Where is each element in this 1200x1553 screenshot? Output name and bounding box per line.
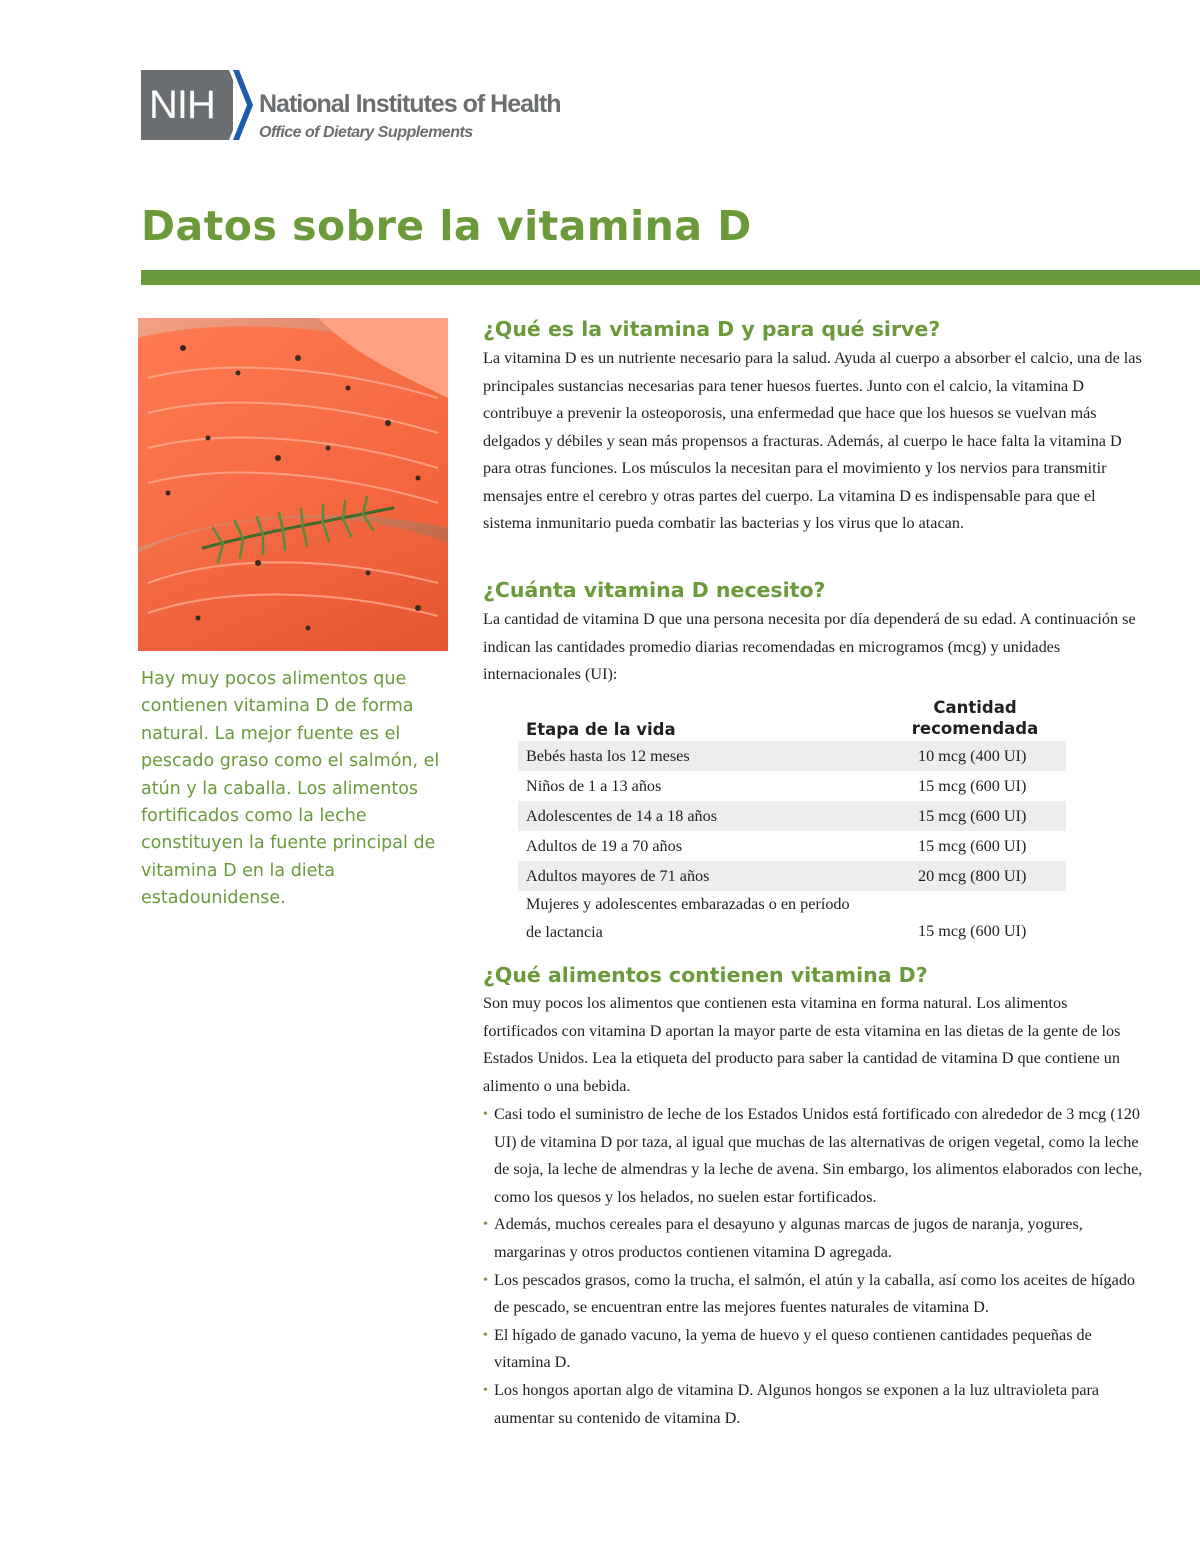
bullet-icon: • — [483, 1107, 488, 1122]
table-cell-stage: Bebés hasta los 12 meses — [526, 747, 690, 765]
table-header — [518, 695, 1066, 741]
bullet-icon: • — [483, 1327, 488, 1343]
table-row — [518, 801, 1066, 831]
column-header-amount — [910, 697, 1040, 739]
list-item — [483, 1377, 1143, 1432]
table-row — [518, 741, 1066, 771]
bullet-icon: • — [483, 1272, 488, 1288]
recommended-amounts-table — [518, 695, 1066, 947]
table-cell-stage: Adolescentes de 14 a 18 años — [526, 807, 718, 825]
table-row — [518, 861, 1066, 891]
table-cell-amount: 10 mcg (400 UI) — [918, 747, 1027, 765]
logo-institution-name: National Institutes of Health — [259, 90, 561, 118]
list-item-text: Los pescados grasos, como la trucha, el salmón, el atún y la caballa, así como los aceites de hígado de pescado, se encuentran entre las mejores fuentes naturales de vitamina D. — [494, 1270, 1136, 1317]
section-heading-what-is: ¿Qué es la vitamina D y para qué sirve? — [483, 317, 941, 341]
table-cell-stage: Adultos de 19 a 70 años — [526, 837, 683, 855]
column-header-amount-line1: Cantidad — [933, 698, 1017, 717]
section-body-what-is: La vitamina D es un nutriente necesario para la salud. Ayuda al cuerpo a absorber el calcio, una de las principales sustancias necesarias para tener huesos fuertes. Junto con el calcio, la vitamina D contribuye a prevenir la osteoporosis, una enfermedad que hace que los huesos se vuelvan más delgados y débiles y sean más propensos a fracturas. Además, al cuerpo le hace falta la vitamina D para otras funciones. Los músculos la necesitan para el movimiento y los nervios para transmitir mensajes entre el cerebro y otras partes del cuerpo. La vitamina D es indispensable para que el sistema inmunitario pueda combatir las bacterias y los virus que lo atacan. — [483, 349, 1142, 532]
bullet-icon: • — [483, 1382, 488, 1398]
list-item — [483, 1211, 1143, 1266]
section-heading-how-much: ¿Cuánta vitamina D necesito? — [483, 578, 826, 602]
table-cell-amount: 15 mcg (600 UI) — [918, 922, 1027, 940]
table-row — [518, 831, 1066, 861]
table-cell-amount: 20 mcg (800 UI) — [918, 867, 1027, 885]
column-header-amount-line2: recomendada — [911, 719, 1039, 738]
title-divider — [141, 270, 1200, 285]
list-item — [483, 1267, 1143, 1322]
table-row — [518, 771, 1066, 801]
table-cell-amount: 15 mcg (600 UI) — [918, 807, 1027, 825]
section-body-which-foods: Son muy pocos los alimentos que contienen esta vitamina en forma natural. Los alimentos fortificados con vitamina D aportan la mayor parte de esta vitamina en las dietas de la gente de los Estados Unidos. Lea la etiqueta del producto para saber la cantidad de vitamina D que contiene un alimento o una bebida. — [483, 994, 1121, 1095]
bullet-icon: • — [483, 1217, 488, 1233]
section-body-how-much: La cantidad de vitamina D que una persona necesita por día dependerá de su edad. A continuación se indican las cantidades promedio diarias recomendadas en microgramos (mcg) y unidades internacionales (UI): — [483, 610, 1136, 683]
list-item — [483, 1322, 1143, 1377]
list-item-text: El hígado de ganado vacuno, la yema de huevo y el queso contienen cantidades pequeñas de vitamina D. — [494, 1325, 1092, 1372]
table-cell-amount: 15 mcg (600 UI) — [918, 777, 1027, 795]
nih-logo-box: NIH — [141, 70, 233, 140]
nih-logo — [141, 70, 601, 140]
table-row — [518, 891, 1066, 947]
sidebar-callout: Hay muy pocos alimentos que contienen vitamina D de forma natural. La mejor fuente es el pescado graso como el salmón, el atún y la caballa. Los alimentos fortificados como la leche constituyen la fuente principal de vitamina D en la dieta estadounidense. — [141, 669, 440, 909]
food-sources-list — [483, 1101, 1143, 1432]
list-item-text: Además, muchos cereales para el desayuno y algunas marcas de jugos de naranja, yogures, margarinas y otros productos contienen vitamina D agregada. — [494, 1215, 1083, 1261]
column-header-stage: Etapa de la vida — [526, 720, 676, 739]
table-cell-amount: 15 mcg (600 UI) — [918, 837, 1027, 855]
page-title: Datos sobre la vitamina D — [141, 202, 752, 250]
section-heading-which-foods: ¿Qué alimentos contienen vitamina D? — [483, 963, 928, 987]
list-item-text: Casi todo el suministro de leche de los Estados Unidos está fortificado con alrededor de 3 mcg (120 UI) de vitamina D por taza, al igual que muchas de las alternativas de origen vegetal, como la leche de soja, la leche de almendras y la leche de avena. Sin embargo, los alimentos elaborados con leche, como los quesos y los helados, no suelen estar fortificados. — [494, 1105, 1143, 1206]
table-cell-stage: Niños de 1 a 13 años — [526, 777, 662, 795]
list-item — [483, 1101, 1143, 1211]
logo-office-name: Office of Dietary Supplements — [259, 124, 473, 141]
list-item-text: Los hongos aportan algo de vitamina D. Algunos hongos se exponen a la luz ultravioleta para aumentar su contenido de vitamina D. — [494, 1380, 1100, 1427]
salmon-photo — [138, 318, 448, 651]
table-cell-stage: Mujeres y adolescentes embarazadas o en período de lactancia — [526, 895, 850, 941]
chevron-right-icon — [229, 70, 255, 140]
table-cell-stage: Adultos mayores de 71 años — [526, 867, 710, 885]
